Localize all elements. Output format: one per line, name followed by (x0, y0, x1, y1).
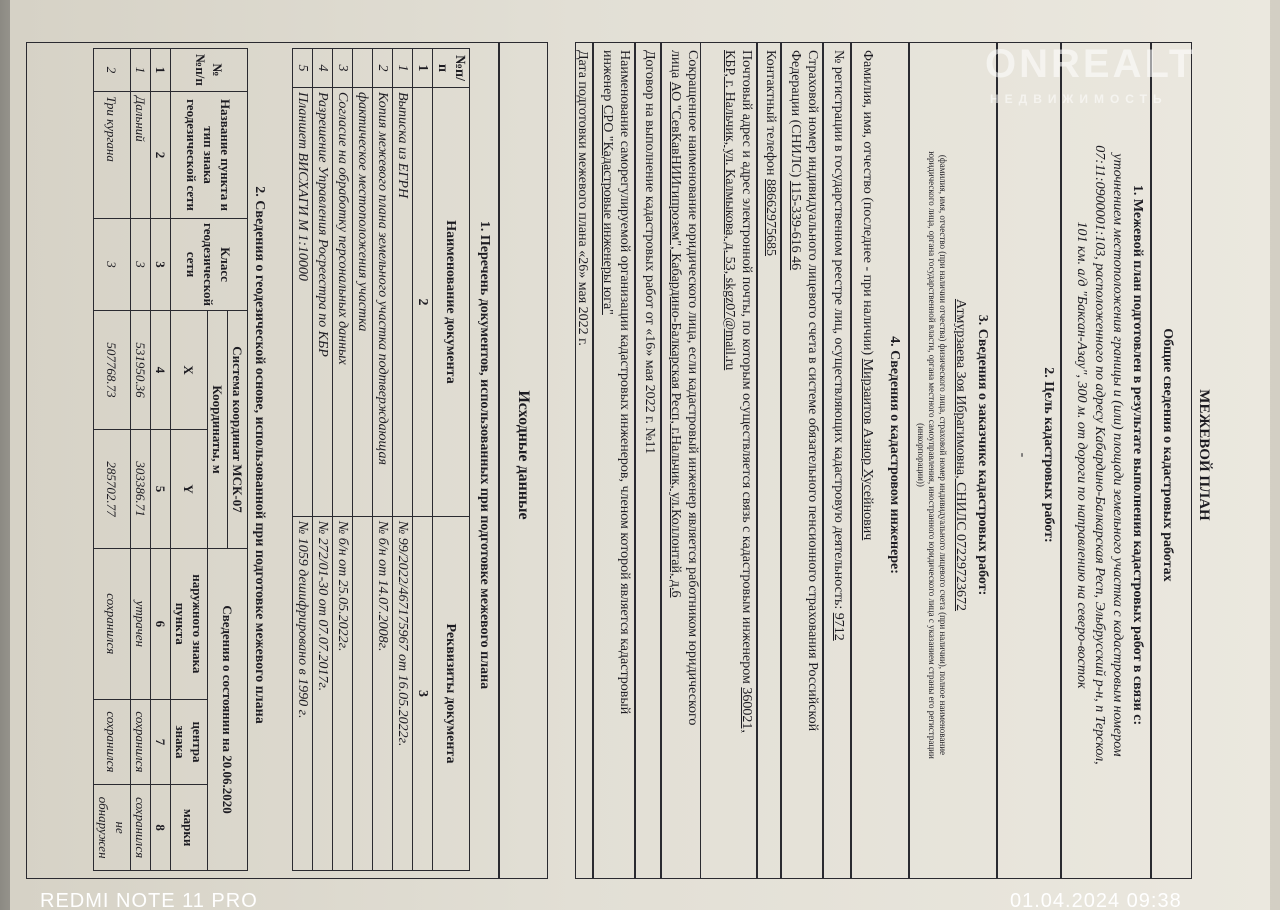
s1-line1: уточнением местоположения границы и (или) площади земельного участка с кадастровым номером (1110, 153, 1125, 757)
geo-table-cell: 531950.36 (131, 311, 151, 430)
geo-heading: 2. Сведения о геодезической основе, использованной при подготовке межевого плана (252, 186, 267, 724)
docs-heading: 1. Перечень документов, использованных при подготовке межевого плана (477, 220, 492, 690)
docs-table-cell: Копия межевого плана земельного участка подтверждающая (373, 88, 393, 517)
geo-col-num: №№п/п (171, 49, 248, 92)
docs-table-row (333, 49, 353, 871)
docs-table-row (293, 49, 313, 871)
s4-heading: 4. Сведения о кадастровом инженере: (887, 336, 902, 574)
docs-table-cell: № 99/2022/467175967 от 16.05.2022г. (393, 517, 413, 871)
docs-table-row (393, 49, 413, 871)
engineer-org-row2: лица АО "СевКавНИИгипрозем", Кабардино-Балкарская Респ, г.Нальчик, ул.Коллонтай, д.6 (668, 50, 683, 598)
engineer-org-row: Сокращенное наименование юридического лица, если кадастровый инженер является работником юридического (685, 50, 700, 726)
docs-table-cell: Выписка из ЕГРН (393, 88, 413, 517)
geo-col-coords: Координаты, м (208, 311, 228, 549)
docs-table-cell: 3 (333, 49, 353, 88)
geo-table-cell: 3 (94, 219, 131, 311)
geo-col-mark: марки (171, 785, 208, 871)
geo-colnum: 6 (151, 549, 171, 700)
watermark-sub: НЕДВИЖИМОСТЬ (990, 92, 1168, 106)
docs-table-cell: фактическое местоположения участка (353, 88, 373, 517)
geo-table-cell: сохранился (94, 699, 131, 785)
docs-table-cell (353, 49, 373, 88)
geo-colnum: 2 (151, 92, 171, 219)
geo-table-cell: 1 (131, 49, 151, 92)
docs-table-cell: 5 (293, 49, 313, 88)
s1-heading: 1. Межевой план подготовлен в результате выполнения кадастровых работ в связи с: (1130, 184, 1145, 726)
docs-colnum: 3 (413, 517, 433, 871)
geo-table-cell: 3 (131, 219, 151, 311)
docs-table-cell: Планшет ВИСХАГИ М 1:10000 (293, 88, 313, 517)
docs-col-name: Наименование документа (433, 88, 470, 517)
geo-col-name: Название пункта и тип знака геодезической сети (171, 92, 248, 219)
geo-col-class: Класс геодезической сети (171, 219, 248, 311)
geodetic-table (93, 48, 248, 871)
docs-table-cell (353, 517, 373, 871)
engineer-name-row: Фамилия, имя, отчество (последнее - при наличии) Мирзаитов Азнор Хусейнович (860, 50, 875, 541)
geo-colnum: 8 (151, 785, 171, 871)
s3-note3: (инкорпорации)) (916, 423, 926, 487)
geo-table-row (94, 49, 131, 871)
engineer-post-row2: КБР, г. Нальчик, ул. Калмыкова, д. 53, skgz07@mail.ru (722, 50, 737, 371)
documents-table (292, 48, 470, 871)
camera-model-stamp: REDMI NOTE 11 PRO (40, 890, 258, 910)
source-title: Исходные данные (515, 390, 532, 520)
s1-line2: 07:11:0900001:103, расположенного по адресу Кабардино-Балкарская Респ, Эльбрусский р-н, п Терскол, (1092, 145, 1107, 765)
geo-col-center: центра знака (171, 699, 208, 785)
geo-table-cell: Дальний (131, 92, 151, 219)
geo-col-y: Y (171, 430, 208, 549)
page-title: МЕЖЕВОЙ ПЛАН (1196, 389, 1212, 521)
s3-note2: юридического лица, органа государственной власти, органа местного самоуправления, иностранного юридического лица с указанием страны его регистрации (927, 151, 937, 759)
geo-table-cell: утрачен (131, 549, 151, 700)
date-row: Дата подготовки межевого плана «26» мая 2022 г. (575, 50, 590, 346)
geo-col-state: Сведения о состоянии на 20.06.2020 (208, 549, 248, 871)
docs-table-cell: № б/н от 14.07.2008г. (373, 517, 393, 871)
geo-table-cell: не обнаружен (94, 785, 131, 871)
geo-table-cell: 2 (94, 49, 131, 92)
geo-table-cell: 303386.71 (131, 430, 151, 549)
docs-table-cell: № 1059 дешифрировано в 1990 г. (293, 517, 313, 871)
docs-table-cell: № б/н от 25.05.2022г. (333, 517, 353, 871)
sro-row: Наименование саморегулируемой организации кадастровых инженеров, членом которой является кадастровый (617, 50, 632, 715)
docs-table-row (353, 49, 373, 871)
docs-colnum: 2 (413, 88, 433, 517)
s3-note1: (фамилия, имя, отчество (при наличии отчества) физического лица, страховой номер индивидуального лицевого счета (при наличии), полное наименование (938, 154, 948, 756)
watermark-brand: ONREALT (985, 42, 1197, 86)
docs-table-row (373, 49, 393, 871)
geo-colnum: 3 (151, 219, 171, 311)
geo-table-row (131, 49, 151, 871)
docs-table-cell: Разрешение Управления Росреестра по КБР (313, 88, 333, 517)
engineer-snils-row: Страховой номер индивидуального лицевого счета в системе обязательного пенсионного страхования Российской (805, 50, 820, 732)
docs-table-cell: 1 (393, 49, 413, 88)
geo-table-cell: 507768.73 (94, 311, 131, 430)
geo-col-x: X (171, 311, 208, 430)
geo-table-cell: сохранился (131, 785, 151, 871)
s3-customer: Атмурзаева Зоя Ибрагимовна, СНИЛС 07229723672 (953, 298, 968, 612)
sro-row2: инженер СРО "Кадастровые инженеры юга" (600, 50, 615, 315)
docs-table-row (313, 49, 333, 871)
geo-col-outer: наружного знака пункта (171, 549, 208, 700)
s2-value: - (1015, 452, 1030, 458)
docs-col-req: Реквизиты документа (433, 517, 470, 871)
docs-colnum: 1 (413, 49, 433, 88)
engineer-post-row: Почтовый адрес и адрес электронной почты, по которым осуществляется связь с кадастровым инженером 360021, (739, 50, 754, 733)
geo-table-cell: 285702.77 (94, 430, 131, 549)
contract-row: Договор на выполнение кадастровых работ от «16» мая 2022 г. №11 (642, 50, 657, 455)
geo-colnum: 1 (151, 49, 171, 92)
geo-table-cell: сохранился (131, 699, 151, 785)
docs-table-cell: 2 (373, 49, 393, 88)
geo-table-cell: сохранился (94, 549, 131, 700)
docs-col-num: №п/п (433, 49, 470, 88)
camera-timestamp: 01.04.2024 09:38 (1010, 890, 1182, 910)
s2-heading: 2. Цель кадастровых работ: (1041, 367, 1056, 543)
docs-table-cell: № 272/01-30 от 07.07.2017г. (313, 517, 333, 871)
geo-colnum: 4 (151, 311, 171, 430)
s3-heading: 3. Сведения о заказчике кадастровых работ: (975, 314, 990, 596)
geo-table-cell: Три кургана (94, 92, 131, 219)
engineer-reg-row: № регистрации в государственном реестре лиц, осуществляющих кадастровую деятельность: 9712 (831, 50, 846, 641)
engineer-phone-row: Контактный телефон 88662975685 (763, 50, 778, 257)
s1-line3: 101 км. а/д "Баксан-Азау", 300 м. от дороги по направлению на северо-восток (1074, 221, 1089, 689)
geo-colnum: 7 (151, 699, 171, 785)
general-heading: Общие сведения о кадастровых работах (1160, 328, 1175, 582)
engineer-snils-row2: Федерации (СНИЛС) 115-339-616 46 (788, 50, 803, 271)
geo-col-system: Система координат МСК-07 (228, 311, 248, 549)
docs-table-cell: Согласие на обработку персональных данных (333, 88, 353, 517)
docs-table-cell: 4 (313, 49, 333, 88)
document-page (10, 0, 1270, 910)
geo-colnum: 5 (151, 430, 171, 549)
